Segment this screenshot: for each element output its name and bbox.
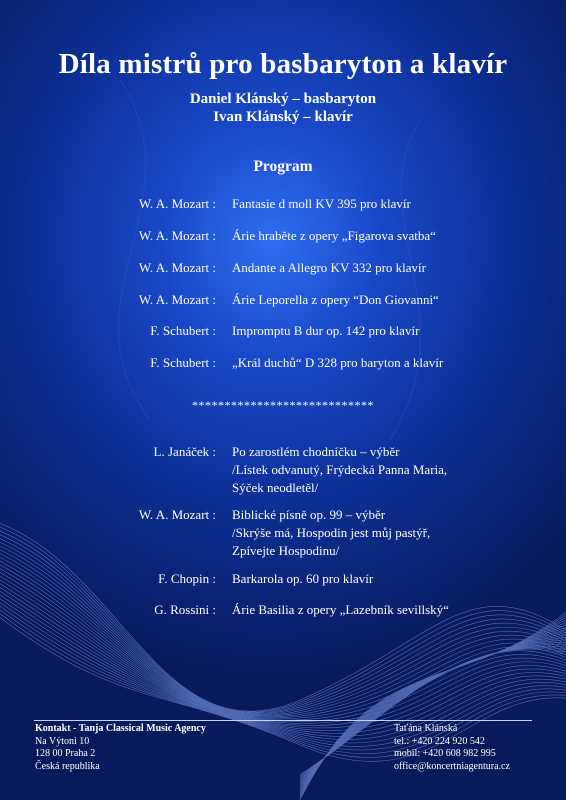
footer-person-contact (394, 723, 510, 773)
concert-title: Díla mistrů pro basbaryton a klavír (58, 48, 508, 80)
work-title: Po zarostlém chodníčku – výběr (232, 444, 400, 459)
wave-line (0, 574, 566, 728)
contact-email[interactable]: office@koncertniagentura.cz (394, 760, 510, 772)
wave-line (0, 542, 566, 716)
agency-name: Kontakt - Tanja Classical Music Agency (35, 723, 206, 734)
performer-bass-baritone: Daniel Klánský – basbaryton (189, 91, 377, 107)
work-title: „Král duchů“ D 328 pro baryton a klavír (232, 355, 444, 370)
section-separator: **************************** (192, 398, 374, 412)
work-title: Árie Leporella z opery “Don Giovanni“ (232, 292, 439, 307)
wave-line (0, 534, 566, 713)
work-title: Impromptu B dur op. 142 pro klavír (232, 323, 420, 338)
composer-name: F. Chopin : (158, 571, 216, 586)
composer-name: W. A. Mozart : (138, 196, 216, 211)
wave-line (0, 567, 566, 724)
composer-name: W. A. Mozart : (138, 292, 216, 307)
composer-name: W. A. Mozart : (138, 260, 216, 275)
composer-name: W. A. Mozart : (138, 507, 216, 522)
work-detail: /Lístek odvanutý, Frýdecká Panna Maria, (232, 462, 448, 477)
composer-name: G. Rossini : (154, 602, 216, 617)
footer-divider (34, 720, 532, 721)
wave-line (0, 570, 566, 725)
work-detail: Zpívejte Hospodinu/ (232, 543, 340, 558)
work-detail: Sýček neodletěl/ (232, 480, 319, 495)
address-city: 128 00 Praha 2 (35, 748, 96, 759)
work-title: Árie hraběte z opery „Figarova svatba“ (232, 228, 436, 243)
address-street: Na Výtoni 10 (35, 735, 90, 747)
composer-name: L. Janáček : (153, 444, 216, 459)
footer-agency-contact (35, 723, 206, 773)
contact-mobile: mobil: +420 608 982 995 (394, 748, 496, 759)
work-title: Biblické písně op. 99 – výběr (232, 507, 386, 522)
composer-name: F. Schubert : (150, 323, 216, 338)
work-title: Barkarola op. 60 pro klavír (232, 571, 374, 586)
composer-name: W. A. Mozart : (138, 228, 216, 243)
composer-name: F. Schubert : (150, 355, 216, 370)
work-title: Andante a Allegro KV 332 pro klavír (232, 260, 426, 275)
address-country: Česká republika (35, 760, 100, 772)
performer-piano: Ivan Klánský – klavír (213, 109, 353, 125)
work-title: Árie Basilia z opery „Lazebník sevillský“ (232, 602, 449, 617)
work-title: Fantasie d moll KV 395 pro klavír (232, 196, 411, 211)
contact-phone: tel.: +420 224 920 542 (394, 735, 485, 747)
program-heading: Program (253, 158, 313, 175)
work-detail: /Skrýše má, Hospodin jest můj pastýř, (232, 525, 431, 540)
contact-name: Taťána Klánská (394, 723, 458, 734)
wave-line (0, 538, 566, 714)
